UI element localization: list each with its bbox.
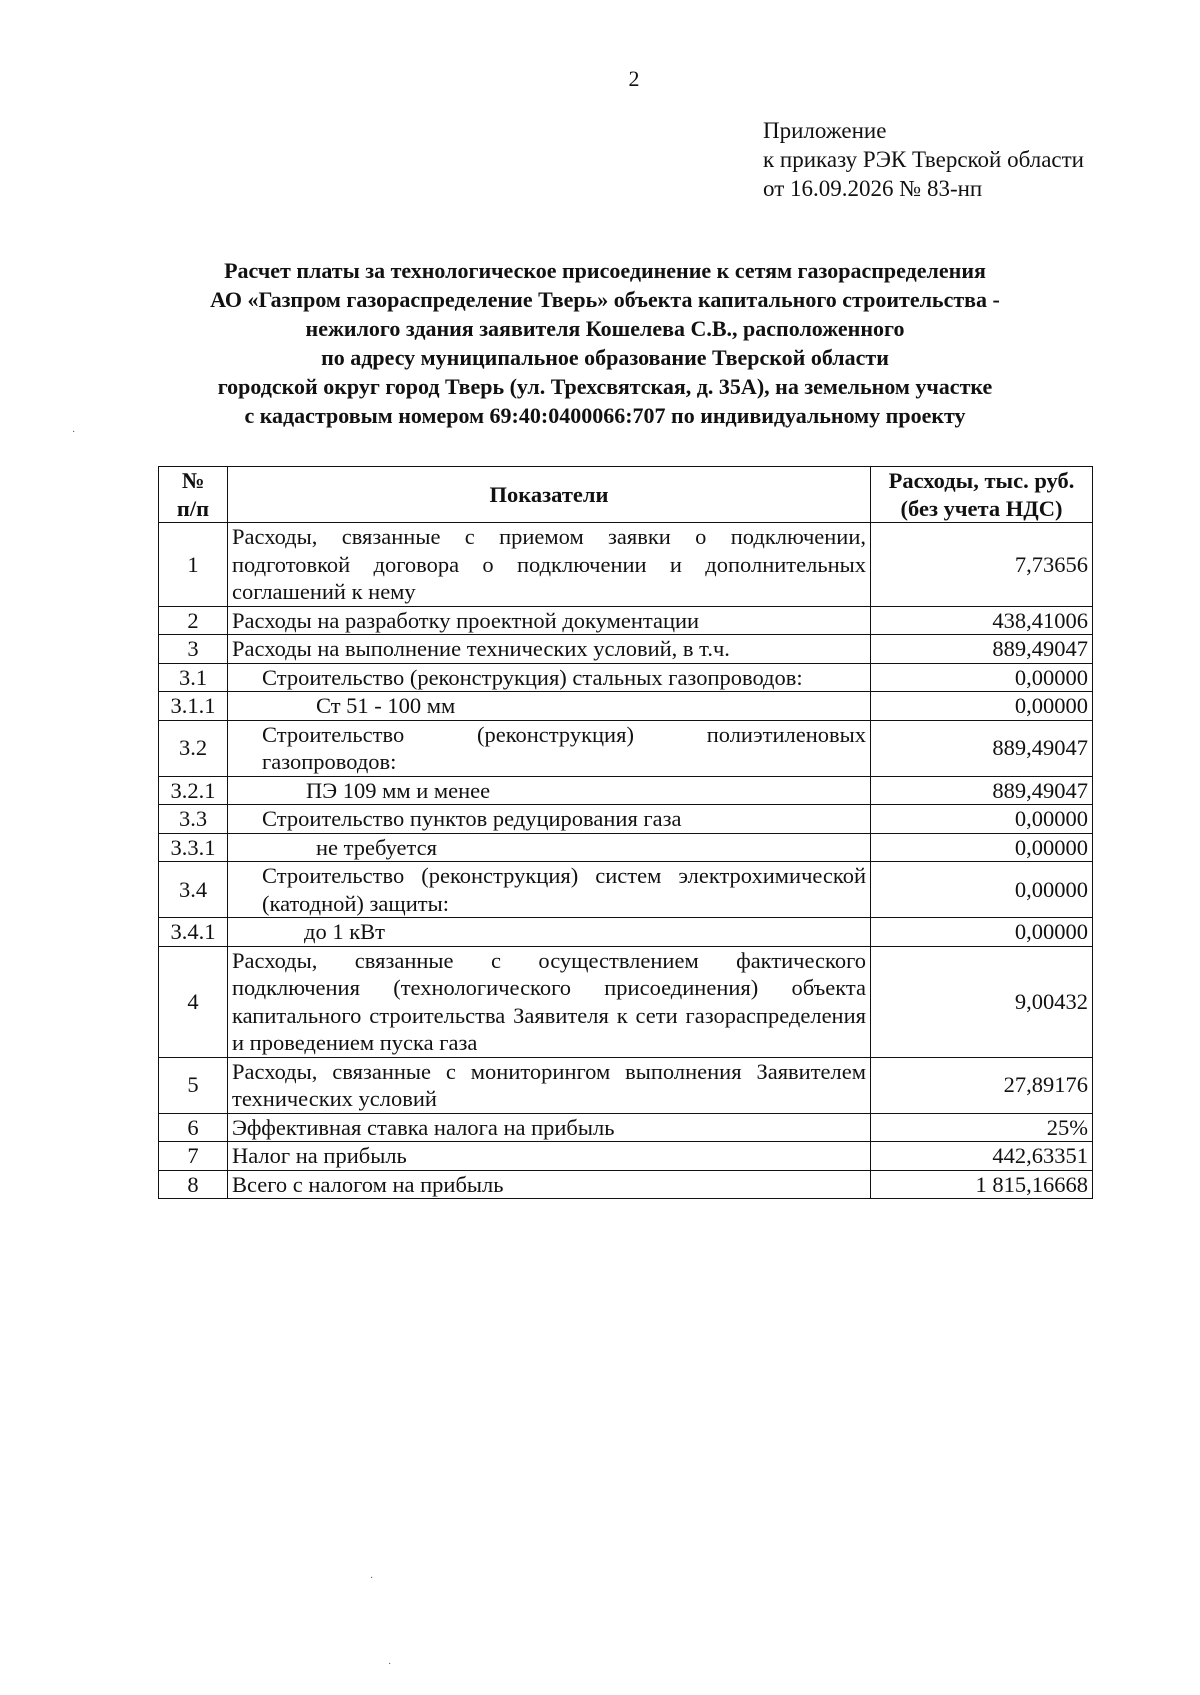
row-number: 3 (159, 635, 228, 664)
scan-speck: · (72, 427, 76, 438)
title-line-3: нежилого здания заявителя Кошелева С.В., расположенного (305, 316, 905, 341)
row-number: 3.4.1 (159, 918, 228, 947)
title-line-5: городской округ город Тверь (ул. Трехсвятская, д. 35А), на земельном участке (217, 374, 993, 399)
row-number: 3.1 (159, 663, 228, 692)
row-value: 7,73656 (871, 523, 1093, 607)
row-indicator: Расходы на разработку проектной документации (228, 606, 871, 635)
scan-speck: · (388, 1659, 392, 1670)
header-number-line-1: № (181, 468, 205, 493)
row-value: 27,89176 (871, 1057, 1093, 1113)
row-indicator: Расходы, связанные с осуществлением фактического подключения (технологического присоединения) объекта капитального строительства Заявителя к сети газораспределения и проведением пуска газа (228, 946, 871, 1057)
row-value: 0,00000 (871, 833, 1093, 862)
appendix-line-1: Приложение (763, 118, 887, 143)
row-number: 3.4 (159, 862, 228, 918)
row-number: 2 (159, 606, 228, 635)
row-number: 8 (159, 1170, 228, 1199)
appendix-line-2: к приказу РЭК Тверской области (763, 147, 1084, 172)
appendix-reference (763, 116, 1084, 203)
row-indicator: Строительство пунктов редуцирования газа (228, 805, 871, 834)
table-row (159, 1142, 1093, 1171)
row-indicator: Расходы, связанные с приемом заявки о подключении, подготовкой договора о подключении и дополнительных соглашений к нему (228, 523, 871, 607)
table-row (159, 692, 1093, 721)
row-number: 3.1.1 (159, 692, 228, 721)
header-number (159, 467, 228, 523)
row-value: 0,00000 (871, 918, 1093, 947)
document-title (150, 256, 1060, 430)
table-row (159, 946, 1093, 1057)
row-number: 4 (159, 946, 228, 1057)
table-row (159, 776, 1093, 805)
row-value: 889,49047 (871, 720, 1093, 776)
table-row (159, 833, 1093, 862)
table-row (159, 918, 1093, 947)
header-costs-line-2: (без учета НДС) (900, 495, 1063, 521)
row-indicator: Строительство (реконструкция) стальных газопроводов: (228, 663, 871, 692)
row-value: 0,00000 (871, 862, 1093, 918)
row-value: 0,00000 (871, 663, 1093, 692)
row-number: 7 (159, 1142, 228, 1171)
header-number-line-2: п/п (176, 495, 210, 521)
row-indicator: до 1 кВт (228, 918, 871, 947)
table-row (159, 1170, 1093, 1199)
row-indicator: Налог на прибыль (228, 1142, 871, 1171)
table-row (159, 805, 1093, 834)
row-number: 6 (159, 1113, 228, 1142)
title-line-6: с кадастровым номером 69:40:0400066:707 по индивидуальному проекту (244, 403, 966, 428)
table-row (159, 635, 1093, 664)
row-value: 438,41006 (871, 606, 1093, 635)
row-indicator: Эффективная ставка налога на прибыль (228, 1113, 871, 1142)
table-row (159, 1113, 1093, 1142)
table-row (159, 606, 1093, 635)
row-number: 5 (159, 1057, 228, 1113)
header-costs-line-1: Расходы, тыс. руб. (888, 468, 1075, 493)
table-row (159, 663, 1093, 692)
row-number: 3.3 (159, 805, 228, 834)
row-indicator: Строительство (реконструкция) систем электрохимической (катодной) защиты: (228, 862, 871, 918)
row-value: 889,49047 (871, 635, 1093, 664)
table-row (159, 862, 1093, 918)
row-number: 3.3.1 (159, 833, 228, 862)
row-indicator: не требуется (228, 833, 871, 862)
table-row (159, 720, 1093, 776)
scan-speck: · (370, 1573, 374, 1584)
row-number: 3.2.1 (159, 776, 228, 805)
header-indicators: Показатели (228, 467, 871, 523)
row-indicator: Строительство (реконструкция) полиэтиленовых газопроводов: (228, 720, 871, 776)
row-value: 0,00000 (871, 805, 1093, 834)
table-row (159, 523, 1093, 607)
header-costs (871, 467, 1093, 523)
row-number: 3.2 (159, 720, 228, 776)
table-header-row (159, 467, 1093, 523)
page-number: 2 (628, 66, 640, 91)
row-number: 1 (159, 523, 228, 607)
row-indicator: Расходы на выполнение технических условий, в т.ч. (228, 635, 871, 664)
appendix-line-3: от 16.09.2026 № 83-нп (763, 176, 983, 201)
table-row (159, 1057, 1093, 1113)
title-line-1: Расчет платы за технологическое присоединение к сетям газораспределения (224, 258, 986, 283)
title-line-4: по адресу муниципальное образование Тверской области (321, 345, 889, 370)
row-value: 1 815,16668 (871, 1170, 1093, 1199)
title-line-2: АО «Газпром газораспределение Тверь» объекта капитального строительства - (210, 287, 1000, 312)
row-indicator: ПЭ 109 мм и менее (228, 776, 871, 805)
row-indicator: Всего с налогом на прибыль (228, 1170, 871, 1199)
row-value: 442,63351 (871, 1142, 1093, 1171)
row-value: 9,00432 (871, 946, 1093, 1057)
row-value: 889,49047 (871, 776, 1093, 805)
row-indicator: Ст 51 - 100 мм (228, 692, 871, 721)
row-indicator: Расходы, связанные с мониторингом выполнения Заявителем технических условий (228, 1057, 871, 1113)
row-value: 0,00000 (871, 692, 1093, 721)
cost-calculation-table (158, 466, 1093, 1199)
row-value: 25% (871, 1113, 1093, 1142)
